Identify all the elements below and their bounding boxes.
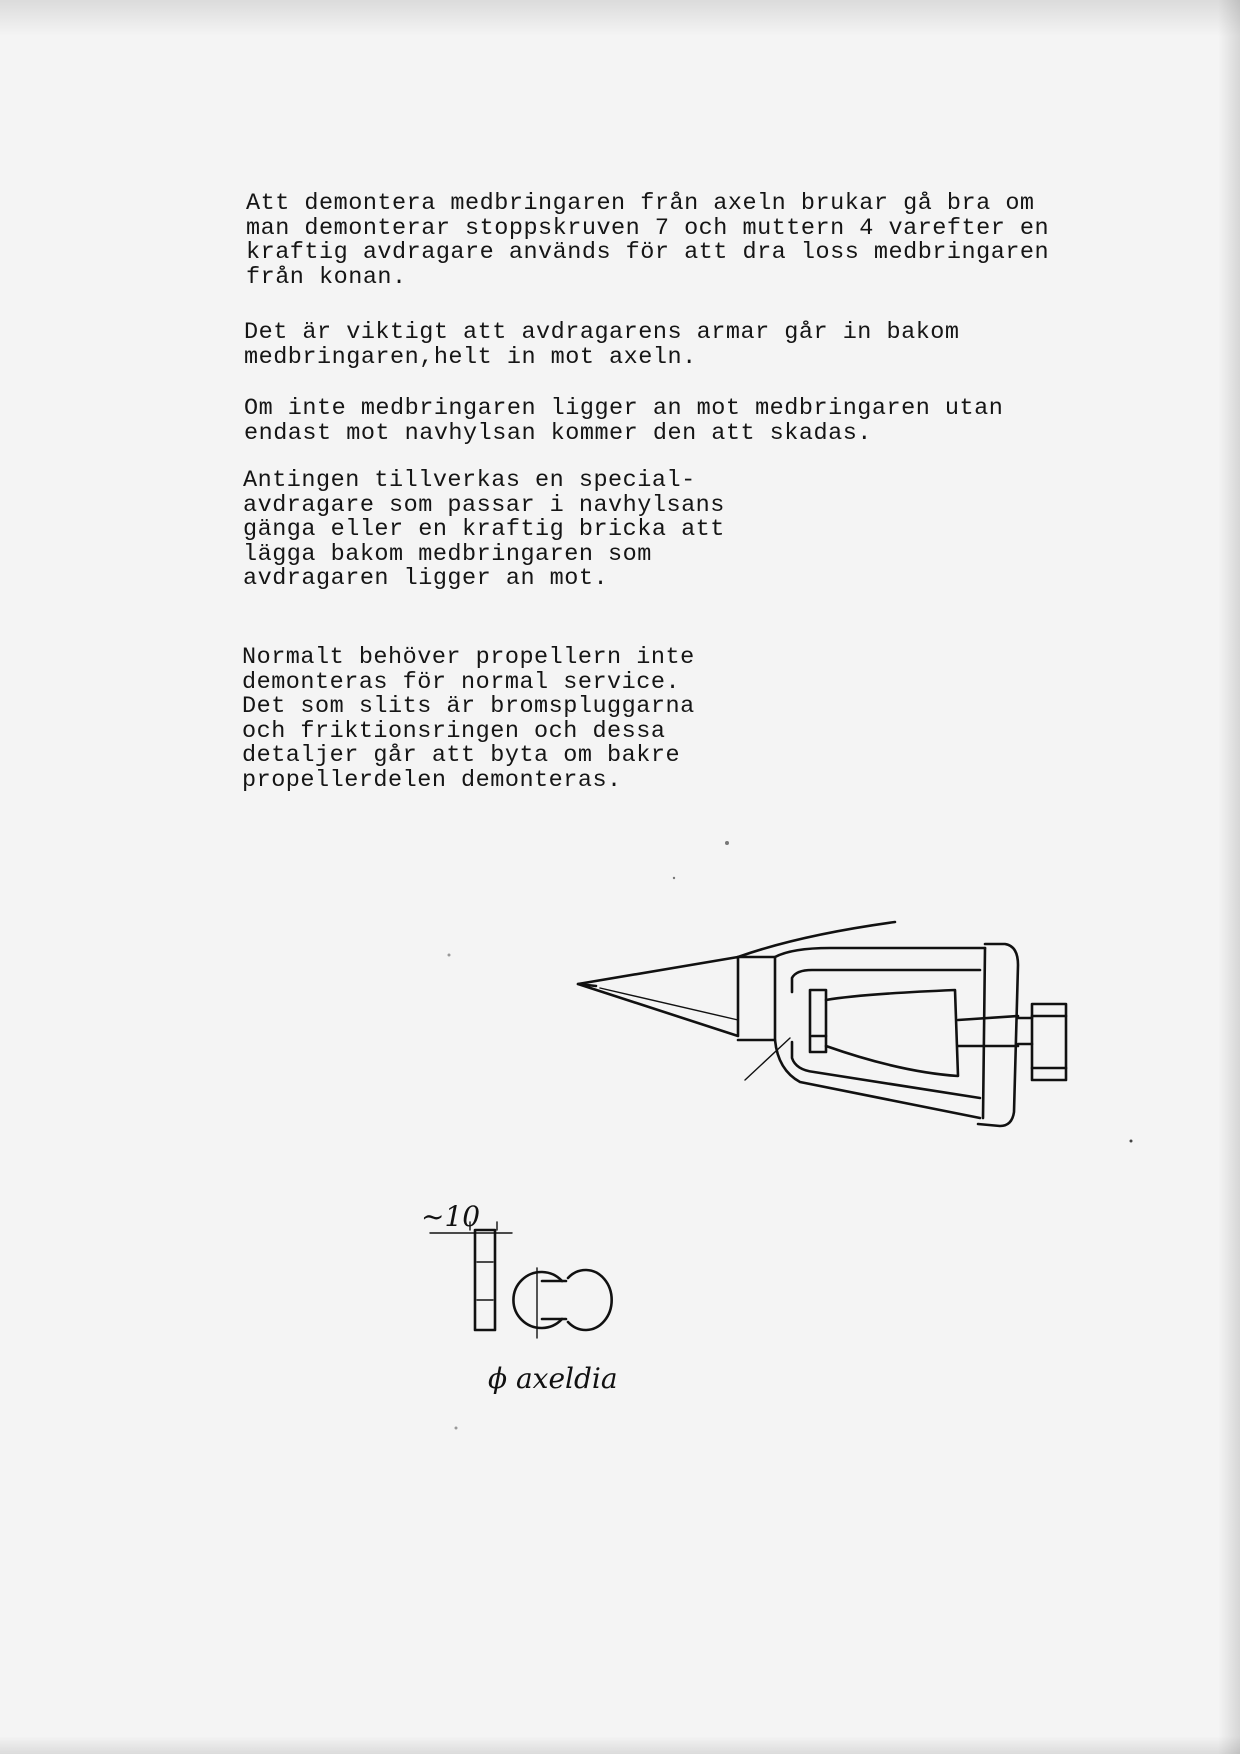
- leader-line: [745, 1038, 790, 1080]
- puller-sketch: [578, 922, 1066, 1126]
- scan-specks: [448, 841, 1133, 1430]
- spinner-cone-outline: [578, 957, 738, 1036]
- puller-hook-upper: [810, 990, 826, 1052]
- driver-body: [826, 990, 958, 1076]
- paragraph-removal-intro: Att demontera medbringaren från axeln brukar gå bra om man demonterar stoppskruven 7 och muttern 4 varefter en kraftig avdragare används för att dra loss medbringaren från konan.: [246, 190, 1050, 291]
- thickness-label: ~10: [421, 1200, 481, 1233]
- washer-front-view-ring: [568, 1270, 612, 1330]
- hub-sleeve: [738, 957, 775, 1040]
- puller-arm-upper-outer: [775, 948, 985, 957]
- puller-arm-lower-inner: [792, 1042, 980, 1098]
- paragraph-special-puller: Antingen tillverkas en special- avdragare som passar i navhylsans gänga eller en kraftig bricka att lägga bakom medbringaren som avdragaren ligger an mot.: [243, 467, 725, 592]
- cone-shading-line: [600, 988, 738, 1020]
- guide-line: [738, 922, 895, 957]
- washer-side-marks: [477, 1262, 493, 1300]
- paragraph-puller-arms: Det är viktigt att avdragarens armar går in bakom medbringaren,helt in mot axeln.: [244, 319, 960, 371]
- washer-side-view: [475, 1230, 495, 1330]
- puller-arm-lower-outer: [775, 1040, 980, 1118]
- paragraph-damage-warning: Om inte medbringaren ligger an mot medbringaren utan endast mot navhylsan kommer den att skadas.: [244, 395, 1004, 447]
- washer-sketch: [421, 1200, 618, 1395]
- puller-yoke-inner: [983, 948, 985, 1118]
- paragraph-service-note: Normalt behöver propellern inte demonteras för normal service. Det som slits är bromspluggarna och friktionsringen och dessa detaljer går att byta om bakre propellerdelen demonteras.: [242, 644, 695, 794]
- diameter-label: ϕ axeldia: [488, 1362, 618, 1395]
- washer-bore-lines: [542, 1281, 566, 1319]
- nut-flats: [1032, 1016, 1066, 1068]
- puller-screw-upper: [958, 1016, 1018, 1020]
- screw-shank: [1018, 1018, 1032, 1044]
